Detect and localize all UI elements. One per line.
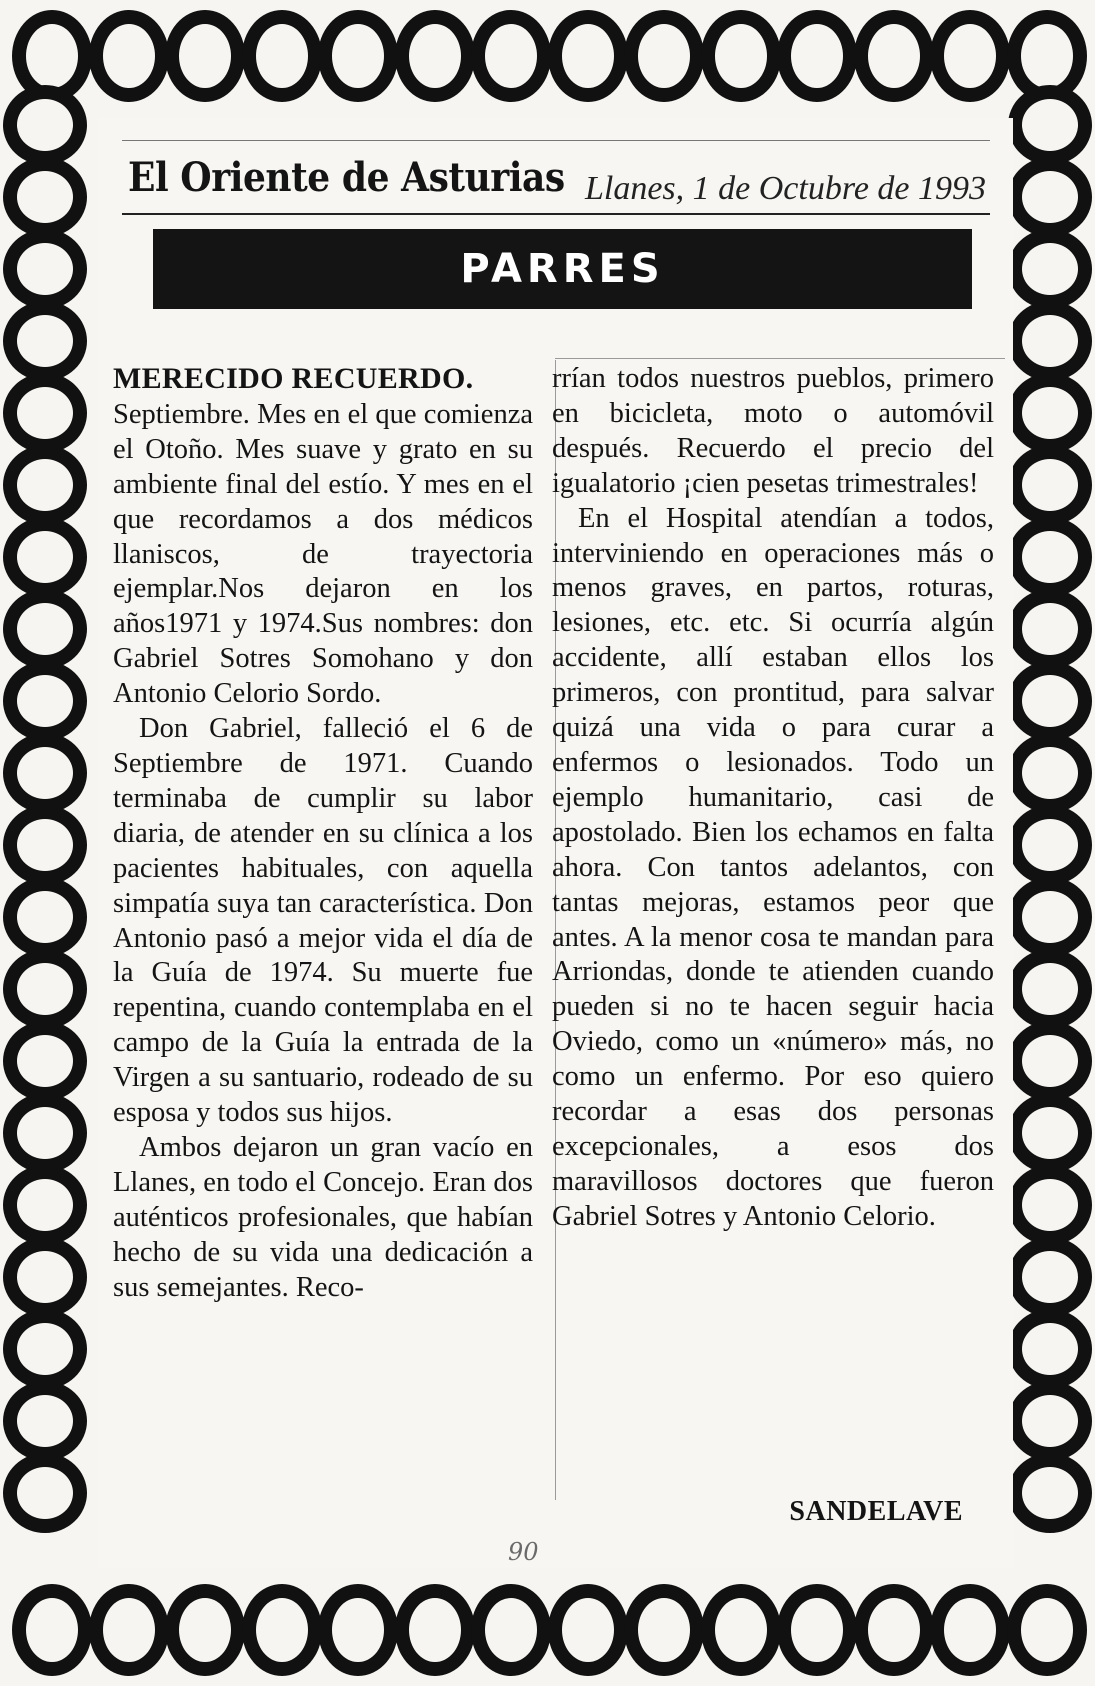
border-ring-right: [1008, 1237, 1092, 1317]
border-ring-left: [3, 1093, 87, 1173]
border-ring-bottom: [165, 1584, 245, 1676]
border-ring-top: [395, 10, 475, 102]
border-ring-bottom: [318, 1584, 398, 1676]
border-ring-left: [3, 877, 87, 957]
page-number: 90: [508, 1538, 539, 1566]
border-ring-left: [3, 229, 87, 309]
paragraph-3-part-2: rrían todos nuestros pueblos, primero en bicicleta, moto o automóvil después. Recuerdo el precio del igualatorio ¡cien pesetas trimestrales!: [552, 363, 994, 499]
newspaper-name: El Oriente de Asturias: [128, 154, 565, 201]
border-ring-right: [1008, 1381, 1092, 1461]
border-ring-left: [3, 301, 87, 381]
border-ring-left: [3, 445, 87, 525]
paragraph-3-continued: [552, 362, 994, 502]
border-ring-left: [3, 1021, 87, 1101]
border-ring-right: [1008, 1309, 1092, 1389]
border-ring-left: [3, 1309, 87, 1389]
border-ring-right: [1008, 229, 1092, 309]
border-ring-right: [1008, 157, 1092, 237]
border-ring-right: [1008, 517, 1092, 597]
article-column-right: [552, 362, 994, 1235]
border-ring-right: [1008, 373, 1092, 453]
dateline: Llanes, 1 de Octubre de 1993: [584, 170, 986, 207]
border-ring-bottom: [471, 1584, 551, 1676]
border-ring-bottom: [242, 1584, 322, 1676]
border-ring-top: [854, 10, 934, 102]
border-ring-right: [1008, 733, 1092, 813]
border-ring-left: [3, 805, 87, 885]
border-ring-left: [3, 661, 87, 741]
section-title: PARRES: [460, 246, 665, 292]
article-headline: MERECIDO RECUERDO.: [113, 362, 474, 395]
border-ring-bottom: [1007, 1584, 1087, 1676]
border-ring-right: [1008, 661, 1092, 741]
lead-text: Septiembre. Mes en el que comienza el Otoño. Mes suave y grato en su ambiente final del estío. Y mes en el que recordamos a dos médicos llaniscos, de trayectoria ejemplar.Nos dejaron en los años1971 y 1974.Sus nombres: don Gabriel Sotres Somohano y don Antonio Celorio Sordo.: [113, 398, 533, 710]
section-banner: [153, 229, 972, 309]
border-ring-left: [3, 733, 87, 813]
border-ring-left: [3, 373, 87, 453]
border-ring-right: [1008, 589, 1092, 669]
masthead: [122, 140, 990, 215]
masthead-bottom-rule: [122, 213, 990, 215]
border-ring-bottom: [701, 1584, 781, 1676]
border-ring-top: [548, 10, 628, 102]
border-ring-right: [1008, 877, 1092, 957]
border-ring-right: [1008, 1021, 1092, 1101]
border-ring-bottom: [12, 1584, 92, 1676]
border-ring-right: [1008, 805, 1092, 885]
border-ring-bottom: [395, 1584, 475, 1676]
paragraph-4: En el Hospital atendían a todos, interviniendo en operaciones más o menos graves, en partos, roturas, lesiones, etc. etc. Si ocurría algún accidente, allí estaban ellos los primeros, con prontitud, para salvar quizá una vida o para curar a enfermos o lesionados. Todo un ejemplo humanitario, casi de apostolado. Bien los echamos en falta ahora. Con tantos adelantos, con tantas mejoras, estamos peor que antes. A la menor cosa te mandan para Arriondas, donde te atienden cuando pueden si no te hacen seguir hacia Oviedo, como un «número» más, no como un enfermo. Por eso quiero recordar a esas dos personas excepcionales, a esos dos maravillosos doctores que fueron Gabriel Sotres y Antonio Celorio.: [552, 502, 994, 1232]
author-signature: SANDELAVE: [789, 1496, 963, 1527]
border-ring-left: [3, 1381, 87, 1461]
border-ring-left: [3, 949, 87, 1029]
article-lead-paragraph: [113, 362, 533, 712]
border-ring-right: [1008, 949, 1092, 1029]
border-ring-top: [471, 10, 551, 102]
paragraph-2: Don Gabriel, falleció el 6 de Septiembre de 1971. Cuando terminaba de cumplir su labor diaria, de atender en su clínica a los pacientes habituales, con aquella simpatía suya tan característica. Don Antonio pasó a mejor vida el día de la Guía de 1974. Su muerte fue repentina, cuando contemplaba en el campo de la Guía la entrada de la Virgen a su santuario, rodeado de su esposa y todos sus hijos.: [113, 713, 533, 1129]
border-ring-bottom: [777, 1584, 857, 1676]
masthead-top-rule: [122, 140, 990, 141]
border-ring-right: [1008, 1093, 1092, 1173]
paragraph-3: [113, 1131, 533, 1306]
border-ring-top: [318, 10, 398, 102]
border-ring-left: [3, 517, 87, 597]
border-ring-right: [1008, 1165, 1092, 1245]
border-ring-bottom: [930, 1584, 1010, 1676]
border-ring-top: [242, 10, 322, 102]
border-ring-top: [701, 10, 781, 102]
article-column-left: [113, 362, 533, 1305]
border-ring-left: [3, 1453, 87, 1533]
border-ring-bottom: [854, 1584, 934, 1676]
border-ring-left: [3, 589, 87, 669]
border-ring-top: [930, 10, 1010, 102]
border-ring-left: [3, 85, 87, 165]
border-ring-top: [89, 10, 169, 102]
border-ring-top: [624, 10, 704, 102]
border-ring-bottom: [624, 1584, 704, 1676]
border-ring-top: [165, 10, 245, 102]
border-ring-left: [3, 1165, 87, 1245]
border-ring-bottom: [89, 1584, 169, 1676]
border-ring-right: [1008, 1453, 1092, 1533]
border-ring-right: [1008, 301, 1092, 381]
border-ring-right: [1008, 445, 1092, 525]
border-ring-left: [3, 157, 87, 237]
border-ring-right: [1008, 85, 1092, 165]
border-ring-left: [3, 1237, 87, 1317]
border-ring-bottom: [548, 1584, 628, 1676]
column-top-rule: [555, 358, 1005, 359]
border-ring-top: [777, 10, 857, 102]
paragraph-3-part-1: Ambos dejaron un gran vacío en Llanes, en todo el Concejo. Eran dos auténticos profesionales, que habían hecho de su vida una dedicación a sus semejantes. Reco-: [113, 1131, 533, 1303]
